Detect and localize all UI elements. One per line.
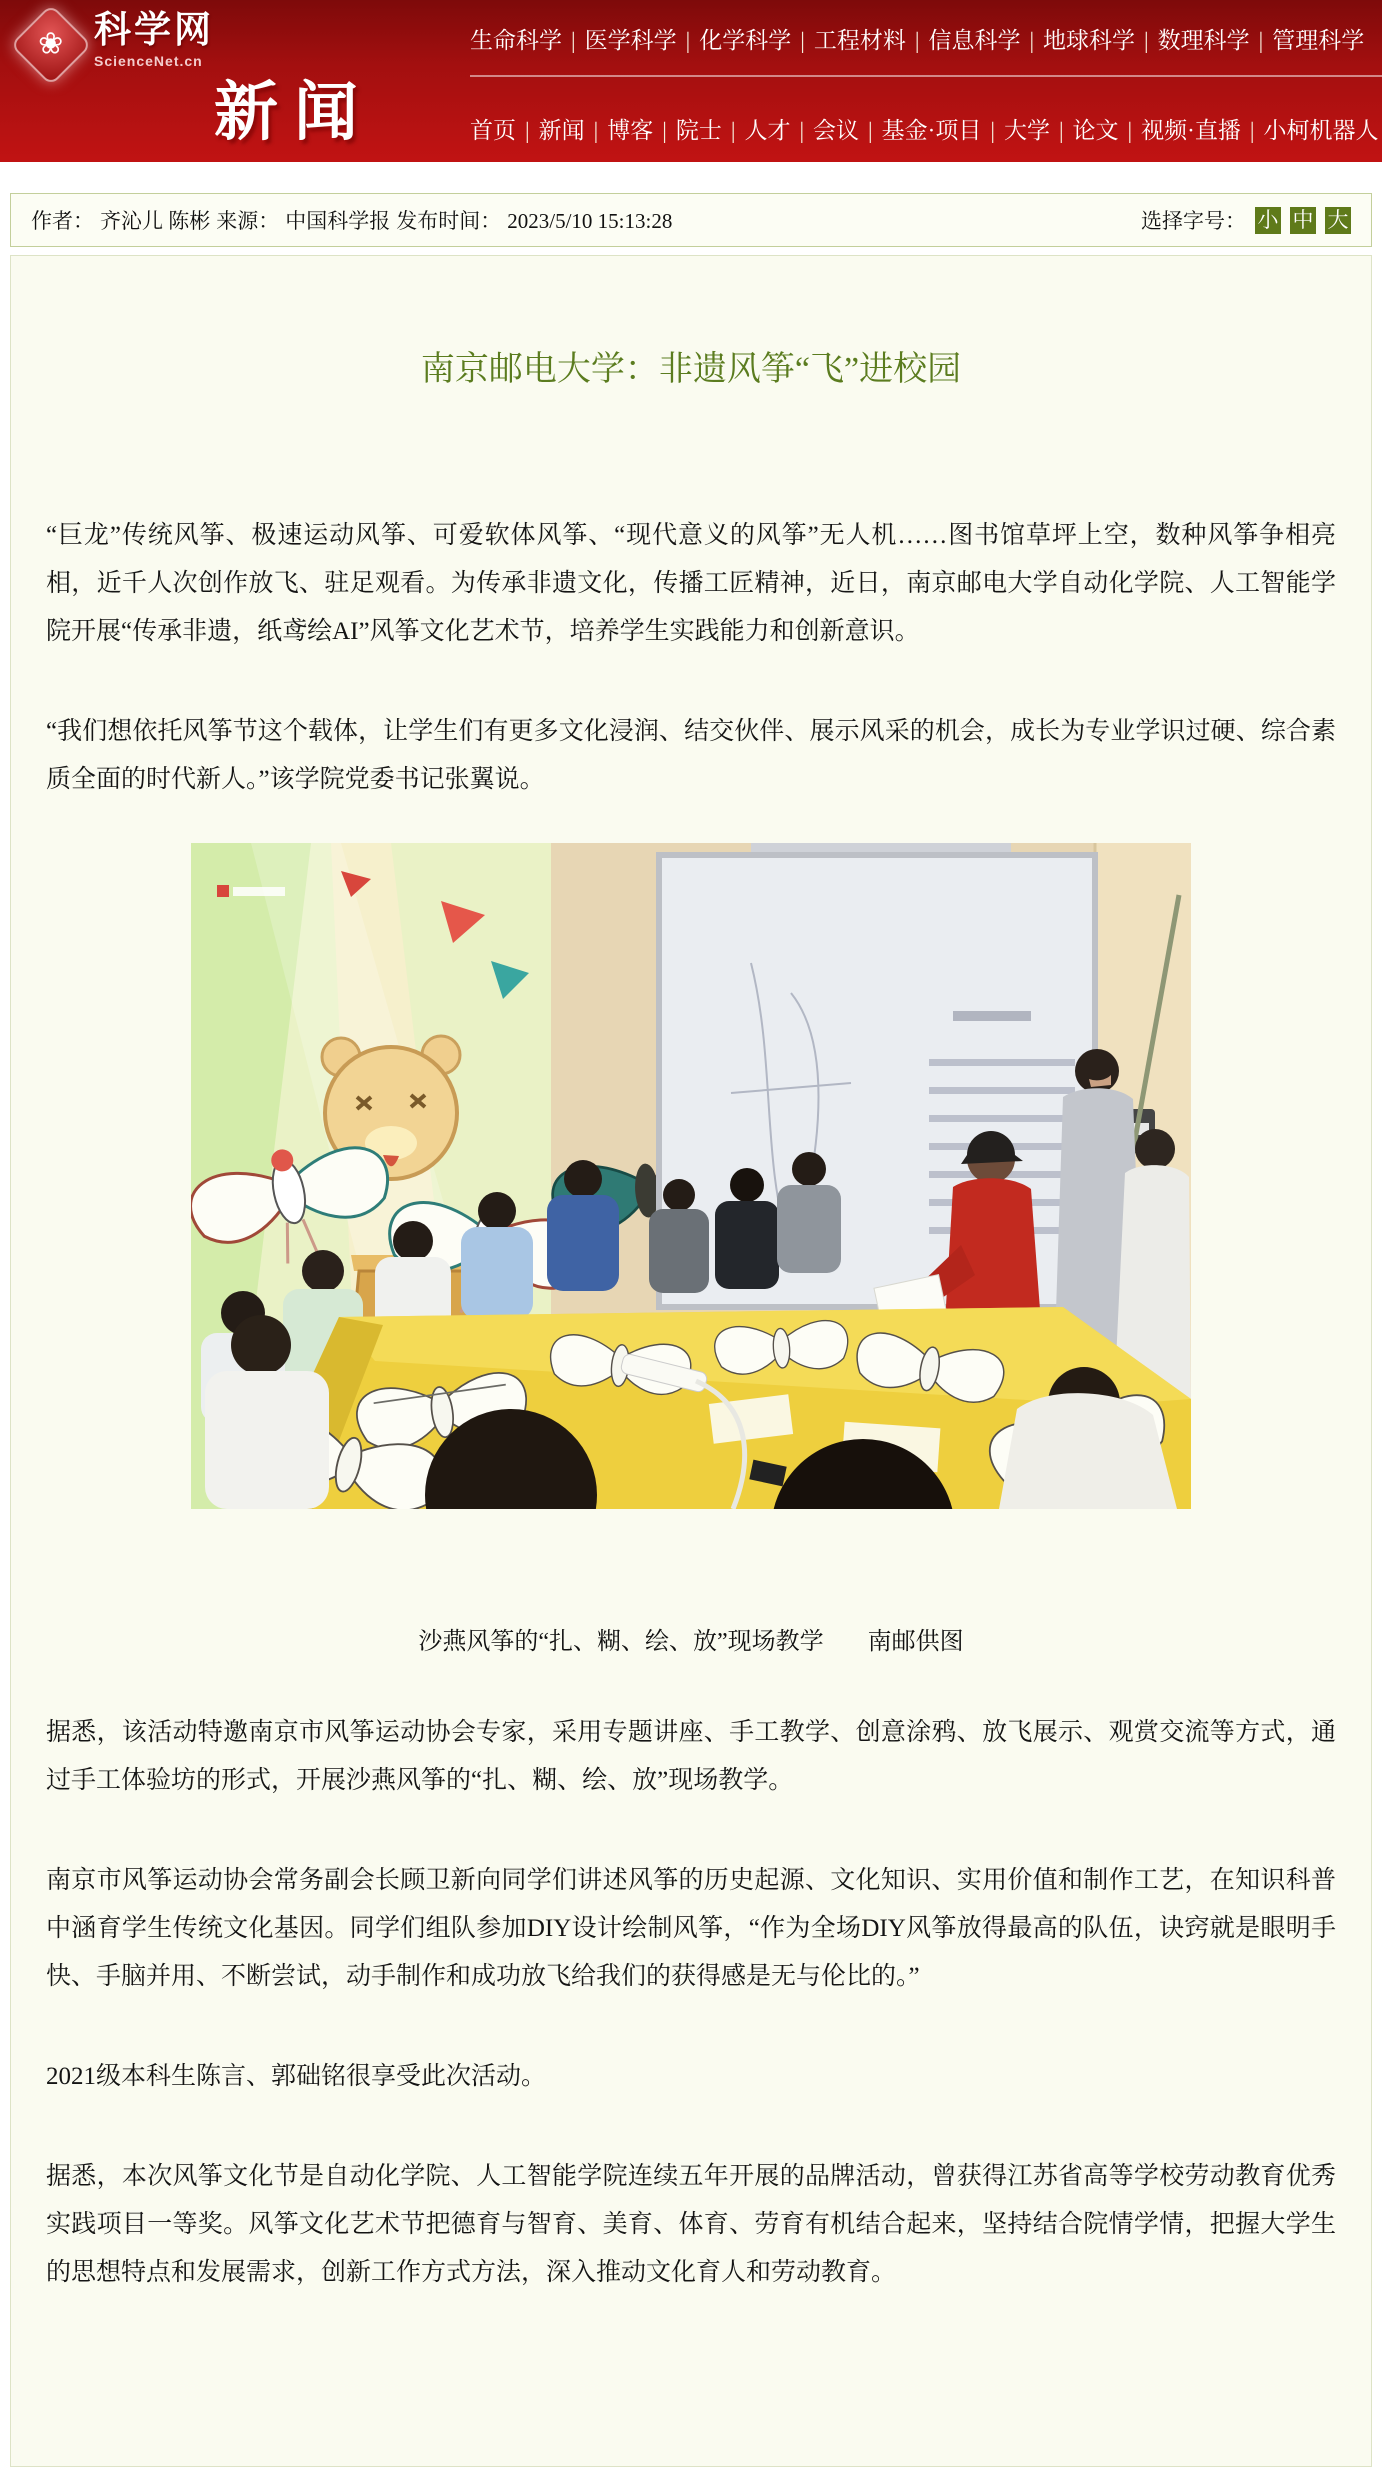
nav-secondary-item[interactable]: 新闻 — [538, 118, 585, 143]
article-photo-figure — [191, 843, 1191, 1509]
photo-caption-text: 沙燕风筝的“扎、糊、绘、放”现场教学 — [418, 1629, 824, 1655]
site-name: 科学网 — [94, 9, 214, 50]
article-paragraph: 据悉，该活动特邀南京市风筝运动协会专家，采用专题讲座、手工教学、创意涂鸦、放飞展示、观赏交流等方式，通过手工体验坊的形式，开展沙燕风筝的“扎、糊、绘、放”现场教学。 — [46, 1719, 1336, 1794]
font-size-buttons — [1246, 207, 1351, 234]
site-header — [0, 0, 1382, 162]
nav-separator: | — [914, 28, 920, 53]
font-size-label: 选择字号： — [1141, 209, 1246, 233]
font-size-button[interactable]: 小 — [1255, 207, 1281, 234]
article-meta-bar — [10, 193, 1372, 247]
nav-separator: | — [1127, 118, 1133, 143]
nav-primary-item[interactable]: 数理科学 — [1157, 28, 1250, 53]
nav-secondary-item[interactable]: 大学 — [1003, 118, 1050, 143]
source-name[interactable]: 中国科学报 — [285, 209, 391, 233]
nav-separator: | — [800, 28, 805, 53]
nav-secondary-item[interactable]: 小柯机器人 — [1263, 118, 1379, 143]
article-meta-info — [31, 205, 678, 235]
section-title-news: 新闻 — [214, 76, 374, 148]
nav-primary-item[interactable]: 医学科学 — [584, 28, 677, 53]
font-size-button[interactable]: 大 — [1325, 207, 1351, 234]
nav-divider — [470, 75, 1382, 77]
photo-credit: 南邮供图 — [867, 1629, 964, 1655]
photo-caption — [46, 1627, 1336, 1657]
nav-separator: | — [1029, 28, 1035, 53]
site-domain: ScienceNet.cn — [94, 53, 203, 69]
nav-primary-item[interactable]: 工程材料 — [813, 28, 906, 53]
nav-separator: | — [593, 118, 599, 143]
nav-primary-item[interactable]: 信息科学 — [928, 28, 1021, 53]
nav-separator: | — [571, 28, 576, 53]
article-paragraph: “巨龙”传统风筝、极速运动风筝、可爱软体风筝、“现代意义的风筝”无人机……图书馆草坪上空，数种风筝争相亮相，近千人次创作放飞、驻足观看。为传承非遗文化，传播工匠精神，近日，南京邮电大学自动化学院、人工智能学院开展“传承非遗，纸鸢绘AI”风筝文化艺术节，培养学生实践能力和创新意识。 — [46, 522, 1336, 645]
nav-separator: | — [1144, 28, 1149, 53]
publish-time: 2023/5/10 15:13:28 — [507, 209, 673, 233]
article-paragraph: 南京市风筝运动协会常务副会长顾卫新向同学们讲述风筝的历史起源、文化知识、实用价值和制作工艺，在知识科普中涵育学生传统文化基因。同学们组队参加DIY设计绘制风筝，“作为全场DIY风筝放得最高的队伍，诀窍就是眼明手快、手脑并用、不断尝试，动手制作和成功放飞给我们的获得感是无与伦比的。” — [46, 1867, 1336, 1990]
nav-primary-item[interactable]: 管理科学 — [1272, 28, 1365, 53]
font-size-button[interactable]: 中 — [1290, 207, 1316, 234]
nav-separator: | — [1258, 28, 1264, 53]
nav-secondary-item[interactable]: 视频·直播 — [1141, 118, 1241, 143]
sciencenet-logo-icon: ❀ — [10, 4, 92, 86]
publish-time-label: 发布时间： — [396, 209, 502, 233]
nav-secondary-item[interactable]: 基金·项目 — [881, 118, 982, 143]
nav-separator: | — [1058, 118, 1064, 143]
nav-secondary-item[interactable]: 人才 — [744, 118, 791, 143]
article-photo — [191, 843, 1191, 1509]
nav-separator: | — [662, 118, 667, 143]
nav-secondary-item[interactable]: 博客 — [607, 118, 654, 143]
nav-secondary-item[interactable]: 院士 — [675, 118, 722, 143]
nav-separator: | — [685, 28, 691, 53]
author-label: 作者： — [31, 209, 94, 233]
nav-separator: | — [1249, 118, 1255, 143]
site-logo[interactable] — [16, 8, 214, 74]
article-paragraph: “我们想依托风筝节这个载体，让学生们有更多文化浸润、结交伙伴、展示风采的机会，成长为专业学识过硬、综合素质全面的时代新人。”该学院党委书记张翼说。 — [46, 718, 1336, 793]
nav-secondary-item[interactable]: 首页 — [470, 118, 516, 143]
nav-separator: | — [990, 118, 995, 143]
article-title: 南京邮电大学：非遗风筝“飞”进校园 — [420, 351, 962, 388]
nav-separator: | — [730, 118, 736, 143]
nav-secondary-item[interactable]: 会议 — [813, 118, 860, 143]
author-names: 齐沁儿 陈彬 — [100, 209, 211, 233]
nav-primary-item[interactable]: 生命科学 — [470, 28, 562, 53]
article-paragraph: 据悉，本次风筝文化节是自动化学院、人工智能学院连续五年开展的品牌活动，曾获得江苏省高等学校劳动教育优秀实践项目一等奖。风筝文化艺术节把德育与智育、美育、体育、劳育有机结合起来，坚持结合院情学情，把握大学生的思想特点和发展需求，创新工作方式方法，深入推动文化育人和劳动教育。 — [46, 2163, 1336, 2286]
nav-primary — [470, 27, 1382, 55]
nav-primary-item[interactable]: 地球科学 — [1043, 28, 1136, 53]
article-content — [10, 255, 1372, 2467]
nav-separator: | — [868, 118, 873, 143]
nav-secondary-item[interactable]: 论文 — [1072, 118, 1119, 143]
nav-separator: | — [525, 118, 530, 143]
source-label: 来源： — [216, 209, 280, 233]
article-paragraph: 2021级本科生陈言、郭础铭很享受此次活动。 — [46, 2063, 547, 2090]
nav-primary-item[interactable]: 化学科学 — [699, 28, 792, 53]
nav-secondary — [470, 117, 1382, 145]
font-size-selector — [1141, 205, 1351, 235]
nav-separator: | — [799, 118, 805, 143]
